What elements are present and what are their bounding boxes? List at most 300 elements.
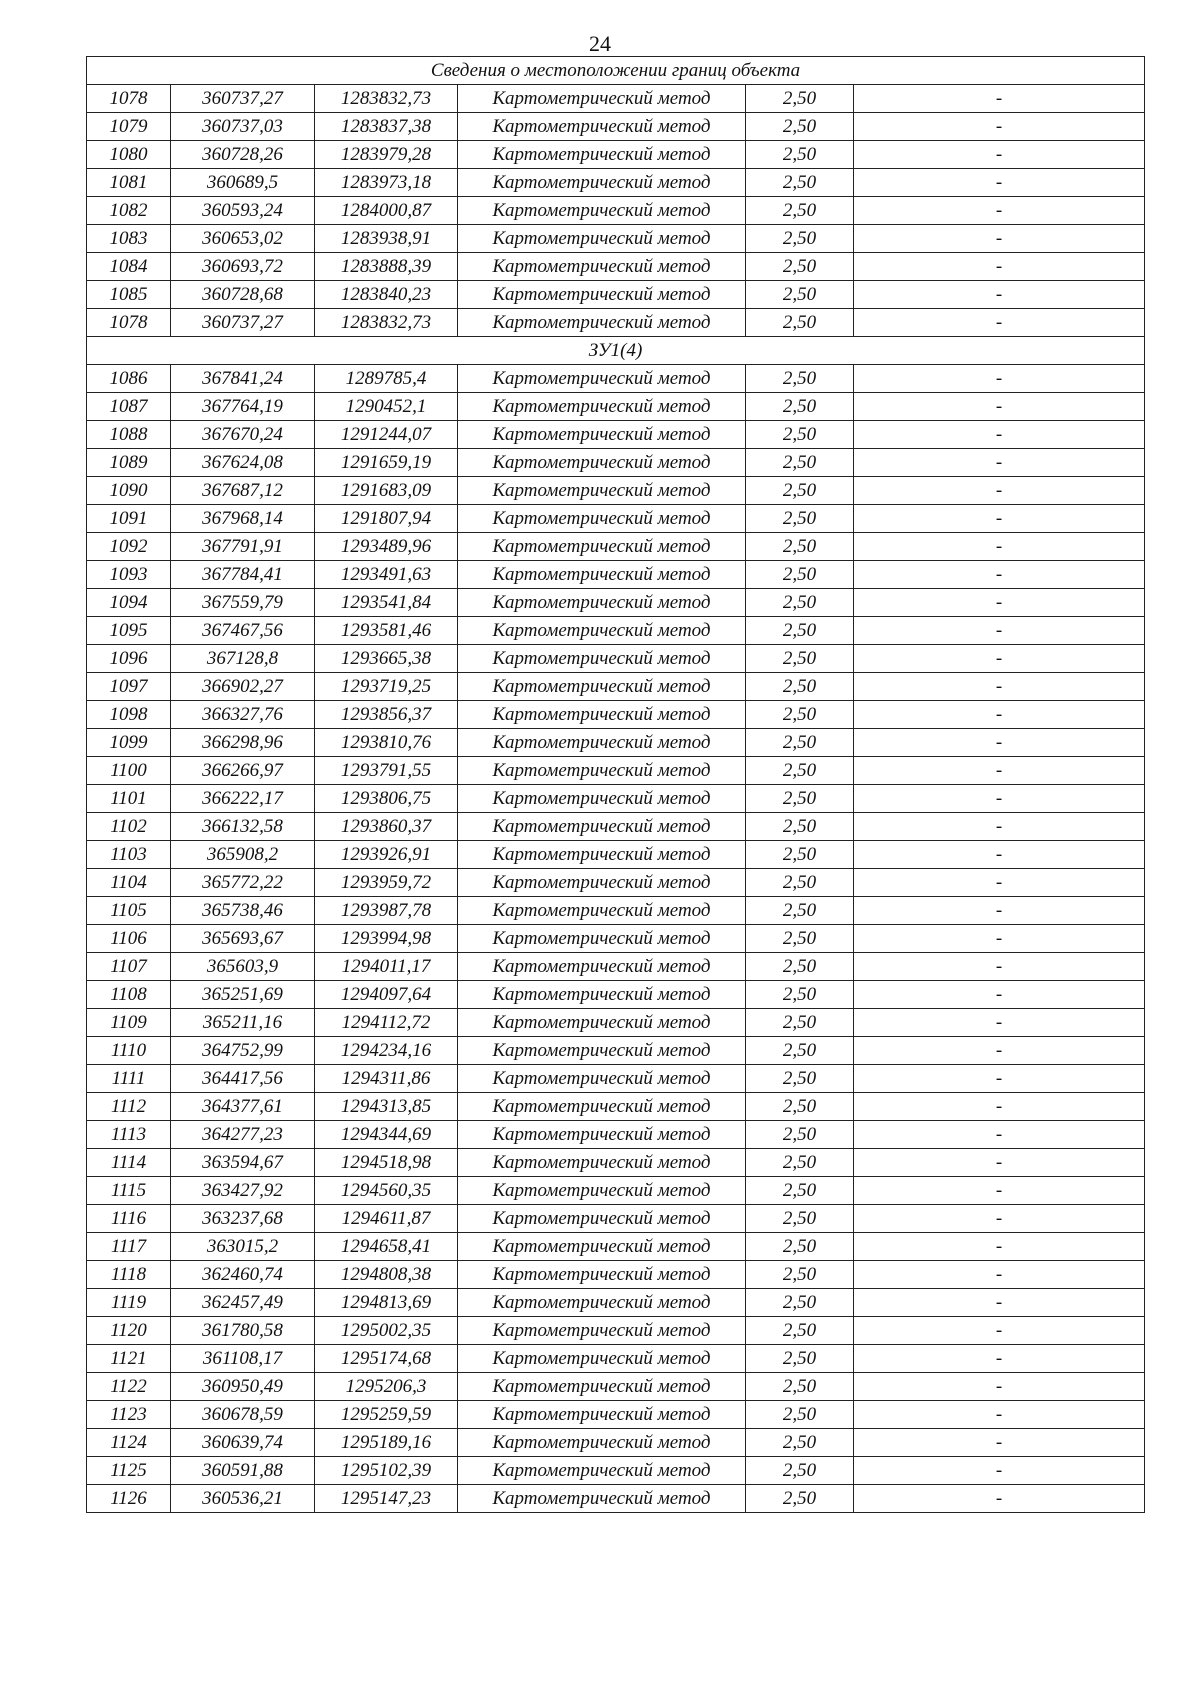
x-coordinate-cell: 363427,92 <box>171 1177 315 1205</box>
x-coordinate-cell: 360678,59 <box>171 1401 315 1429</box>
x-coordinate-cell: 367764,19 <box>171 393 315 421</box>
description-cell: - <box>854 1233 1145 1261</box>
description-cell: - <box>854 757 1145 785</box>
y-coordinate-cell: 1283832,73 <box>315 85 458 113</box>
method-cell: Картометрический метод <box>458 589 746 617</box>
method-cell: Картометрический метод <box>458 561 746 589</box>
y-coordinate-cell: 1294313,85 <box>315 1093 458 1121</box>
table-row <box>87 113 1145 141</box>
point-number-cell: 1122 <box>87 1373 171 1401</box>
x-coordinate-cell: 363594,67 <box>171 1149 315 1177</box>
description-cell: - <box>854 1345 1145 1373</box>
accuracy-cell: 2,50 <box>746 1037 854 1065</box>
y-coordinate-cell: 1290452,1 <box>315 393 458 421</box>
point-number-cell: 1125 <box>87 1457 171 1485</box>
point-number-cell: 1089 <box>87 449 171 477</box>
accuracy-cell: 2,50 <box>746 1121 854 1149</box>
method-cell: Картометрический метод <box>458 309 746 337</box>
point-number-cell: 1084 <box>87 253 171 281</box>
method-cell: Картометрический метод <box>458 757 746 785</box>
accuracy-cell: 2,50 <box>746 645 854 673</box>
point-number-cell: 1101 <box>87 785 171 813</box>
description-cell: - <box>854 981 1145 1009</box>
point-number-cell: 1100 <box>87 757 171 785</box>
point-number-cell: 1123 <box>87 1401 171 1429</box>
accuracy-cell: 2,50 <box>746 1093 854 1121</box>
table-row <box>87 1345 1145 1373</box>
accuracy-cell: 2,50 <box>746 449 854 477</box>
description-cell: - <box>854 617 1145 645</box>
x-coordinate-cell: 366298,96 <box>171 729 315 757</box>
description-cell: - <box>854 1037 1145 1065</box>
table-row <box>87 589 1145 617</box>
point-number-cell: 1095 <box>87 617 171 645</box>
method-cell: Картометрический метод <box>458 729 746 757</box>
x-coordinate-cell: 367624,08 <box>171 449 315 477</box>
accuracy-cell: 2,50 <box>746 953 854 981</box>
accuracy-cell: 2,50 <box>746 393 854 421</box>
x-coordinate-cell: 365211,16 <box>171 1009 315 1037</box>
table-row <box>87 1289 1145 1317</box>
y-coordinate-cell: 1293806,75 <box>315 785 458 813</box>
table-row <box>87 1457 1145 1485</box>
x-coordinate-cell: 360536,21 <box>171 1485 315 1513</box>
accuracy-cell: 2,50 <box>746 1317 854 1345</box>
method-cell: Картометрический метод <box>458 813 746 841</box>
accuracy-cell: 2,50 <box>746 757 854 785</box>
accuracy-cell: 2,50 <box>746 1177 854 1205</box>
table-row <box>87 169 1145 197</box>
point-number-cell: 1117 <box>87 1233 171 1261</box>
table-row <box>87 1065 1145 1093</box>
table-row <box>87 197 1145 225</box>
accuracy-cell: 2,50 <box>746 981 854 1009</box>
description-cell: - <box>854 505 1145 533</box>
x-coordinate-cell: 365693,67 <box>171 925 315 953</box>
y-coordinate-cell: 1293489,96 <box>315 533 458 561</box>
y-coordinate-cell: 1289785,4 <box>315 365 458 393</box>
table-row <box>87 729 1145 757</box>
accuracy-cell: 2,50 <box>746 1457 854 1485</box>
method-cell: Картометрический метод <box>458 1317 746 1345</box>
point-number-cell: 1119 <box>87 1289 171 1317</box>
table-row <box>87 1373 1145 1401</box>
y-coordinate-cell: 1293581,46 <box>315 617 458 645</box>
table-row <box>87 1261 1145 1289</box>
description-cell: - <box>854 141 1145 169</box>
table-row <box>87 561 1145 589</box>
point-number-cell: 1088 <box>87 421 171 449</box>
x-coordinate-cell: 364377,61 <box>171 1093 315 1121</box>
accuracy-cell: 2,50 <box>746 253 854 281</box>
x-coordinate-cell: 367128,8 <box>171 645 315 673</box>
y-coordinate-cell: 1293994,98 <box>315 925 458 953</box>
point-number-cell: 1078 <box>87 85 171 113</box>
method-cell: Картометрический метод <box>458 141 746 169</box>
boundary-coordinates-table <box>86 56 1145 1513</box>
point-number-cell: 1118 <box>87 1261 171 1289</box>
accuracy-cell: 2,50 <box>746 589 854 617</box>
y-coordinate-cell: 1283840,23 <box>315 281 458 309</box>
point-number-cell: 1104 <box>87 869 171 897</box>
description-cell: - <box>854 645 1145 673</box>
y-coordinate-cell: 1293987,78 <box>315 897 458 925</box>
table-row <box>87 953 1145 981</box>
point-number-cell: 1115 <box>87 1177 171 1205</box>
description-cell: - <box>854 673 1145 701</box>
table-row <box>87 1401 1145 1429</box>
accuracy-cell: 2,50 <box>746 1261 854 1289</box>
method-cell: Картометрический метод <box>458 841 746 869</box>
description-cell: - <box>854 1149 1145 1177</box>
accuracy-cell: 2,50 <box>746 1233 854 1261</box>
method-cell: Картометрический метод <box>458 1093 746 1121</box>
description-cell: - <box>854 393 1145 421</box>
description-cell: - <box>854 309 1145 337</box>
point-number-cell: 1087 <box>87 393 171 421</box>
x-coordinate-cell: 360639,74 <box>171 1429 315 1457</box>
point-number-cell: 1096 <box>87 645 171 673</box>
method-cell: Картометрический метод <box>458 1289 746 1317</box>
y-coordinate-cell: 1294808,38 <box>315 1261 458 1289</box>
method-cell: Картометрический метод <box>458 1373 746 1401</box>
table-row <box>87 253 1145 281</box>
description-cell: - <box>854 1401 1145 1429</box>
description-cell: - <box>854 897 1145 925</box>
point-number-cell: 1083 <box>87 225 171 253</box>
method-cell: Картометрический метод <box>458 225 746 253</box>
accuracy-cell: 2,50 <box>746 785 854 813</box>
accuracy-cell: 2,50 <box>746 561 854 589</box>
table-title-row <box>87 57 1145 85</box>
x-coordinate-cell: 362457,49 <box>171 1289 315 1317</box>
y-coordinate-cell: 1291244,07 <box>315 421 458 449</box>
accuracy-cell: 2,50 <box>746 869 854 897</box>
y-coordinate-cell: 1294560,35 <box>315 1177 458 1205</box>
description-cell: - <box>854 1261 1145 1289</box>
accuracy-cell: 2,50 <box>746 1065 854 1093</box>
table-row <box>87 477 1145 505</box>
y-coordinate-cell: 1295102,39 <box>315 1457 458 1485</box>
description-cell: - <box>854 561 1145 589</box>
y-coordinate-cell: 1283832,73 <box>315 309 458 337</box>
table-row <box>87 141 1145 169</box>
description-cell: - <box>854 1121 1145 1149</box>
accuracy-cell: 2,50 <box>746 673 854 701</box>
table-row <box>87 393 1145 421</box>
method-cell: Картометрический метод <box>458 1121 746 1149</box>
section-label: ЗУ1(4) <box>87 337 1145 365</box>
table-row <box>87 673 1145 701</box>
accuracy-cell: 2,50 <box>746 841 854 869</box>
method-cell: Картометрический метод <box>458 869 746 897</box>
method-cell: Картометрический метод <box>458 953 746 981</box>
description-cell: - <box>854 869 1145 897</box>
description-cell: - <box>854 197 1145 225</box>
accuracy-cell: 2,50 <box>746 197 854 225</box>
table-row <box>87 1037 1145 1065</box>
description-cell: - <box>854 113 1145 141</box>
accuracy-cell: 2,50 <box>746 701 854 729</box>
x-coordinate-cell: 361780,58 <box>171 1317 315 1345</box>
x-coordinate-cell: 367467,56 <box>171 617 315 645</box>
y-coordinate-cell: 1293541,84 <box>315 589 458 617</box>
description-cell: - <box>854 1289 1145 1317</box>
method-cell: Картометрический метод <box>458 505 746 533</box>
method-cell: Картометрический метод <box>458 281 746 309</box>
x-coordinate-cell: 360653,02 <box>171 225 315 253</box>
x-coordinate-cell: 367791,91 <box>171 533 315 561</box>
point-number-cell: 1109 <box>87 1009 171 1037</box>
method-cell: Картометрический метод <box>458 1485 746 1513</box>
x-coordinate-cell: 361108,17 <box>171 1345 315 1373</box>
point-number-cell: 1110 <box>87 1037 171 1065</box>
y-coordinate-cell: 1284000,87 <box>315 197 458 225</box>
point-number-cell: 1082 <box>87 197 171 225</box>
description-cell: - <box>854 925 1145 953</box>
y-coordinate-cell: 1291683,09 <box>315 477 458 505</box>
x-coordinate-cell: 366222,17 <box>171 785 315 813</box>
x-coordinate-cell: 366327,76 <box>171 701 315 729</box>
y-coordinate-cell: 1294112,72 <box>315 1009 458 1037</box>
accuracy-cell: 2,50 <box>746 505 854 533</box>
point-number-cell: 1093 <box>87 561 171 589</box>
x-coordinate-cell: 367968,14 <box>171 505 315 533</box>
y-coordinate-cell: 1295002,35 <box>315 1317 458 1345</box>
table-row <box>87 85 1145 113</box>
accuracy-cell: 2,50 <box>746 141 854 169</box>
accuracy-cell: 2,50 <box>746 1401 854 1429</box>
y-coordinate-cell: 1294011,17 <box>315 953 458 981</box>
point-number-cell: 1108 <box>87 981 171 1009</box>
x-coordinate-cell: 365908,2 <box>171 841 315 869</box>
accuracy-cell: 2,50 <box>746 813 854 841</box>
method-cell: Картометрический метод <box>458 449 746 477</box>
accuracy-cell: 2,50 <box>746 1485 854 1513</box>
method-cell: Картометрический метод <box>458 1009 746 1037</box>
table-row <box>87 1233 1145 1261</box>
x-coordinate-cell: 360728,68 <box>171 281 315 309</box>
description-cell: - <box>854 1093 1145 1121</box>
x-coordinate-cell: 362460,74 <box>171 1261 315 1289</box>
x-coordinate-cell: 367784,41 <box>171 561 315 589</box>
y-coordinate-cell: 1294518,98 <box>315 1149 458 1177</box>
y-coordinate-cell: 1294344,69 <box>315 1121 458 1149</box>
description-cell: - <box>854 365 1145 393</box>
accuracy-cell: 2,50 <box>746 421 854 449</box>
point-number-cell: 1120 <box>87 1317 171 1345</box>
accuracy-cell: 2,50 <box>746 533 854 561</box>
method-cell: Картометрический метод <box>458 113 746 141</box>
method-cell: Картометрический метод <box>458 897 746 925</box>
y-coordinate-cell: 1295189,16 <box>315 1429 458 1457</box>
x-coordinate-cell: 360693,72 <box>171 253 315 281</box>
y-coordinate-cell: 1283979,28 <box>315 141 458 169</box>
description-cell: - <box>854 253 1145 281</box>
y-coordinate-cell: 1283973,18 <box>315 169 458 197</box>
table-row <box>87 309 1145 337</box>
y-coordinate-cell: 1293959,72 <box>315 869 458 897</box>
description-cell: - <box>854 477 1145 505</box>
description-cell: - <box>854 225 1145 253</box>
x-coordinate-cell: 365251,69 <box>171 981 315 1009</box>
x-coordinate-cell: 360737,03 <box>171 113 315 141</box>
accuracy-cell: 2,50 <box>746 1149 854 1177</box>
table-row <box>87 813 1145 841</box>
description-cell: - <box>854 1205 1145 1233</box>
point-number-cell: 1105 <box>87 897 171 925</box>
method-cell: Картометрический метод <box>458 533 746 561</box>
x-coordinate-cell: 366902,27 <box>171 673 315 701</box>
table-row <box>87 925 1145 953</box>
y-coordinate-cell: 1283938,91 <box>315 225 458 253</box>
description-cell: - <box>854 1065 1145 1093</box>
y-coordinate-cell: 1291659,19 <box>315 449 458 477</box>
method-cell: Картометрический метод <box>458 1177 746 1205</box>
method-cell: Картометрический метод <box>458 253 746 281</box>
method-cell: Картометрический метод <box>458 925 746 953</box>
point-number-cell: 1106 <box>87 925 171 953</box>
x-coordinate-cell: 366132,58 <box>171 813 315 841</box>
y-coordinate-cell: 1293860,37 <box>315 813 458 841</box>
point-number-cell: 1121 <box>87 1345 171 1373</box>
method-cell: Картометрический метод <box>458 1065 746 1093</box>
table-row <box>87 1317 1145 1345</box>
table-row <box>87 869 1145 897</box>
accuracy-cell: 2,50 <box>746 1289 854 1317</box>
table-row <box>87 981 1145 1009</box>
y-coordinate-cell: 1295147,23 <box>315 1485 458 1513</box>
description-cell: - <box>854 729 1145 757</box>
description-cell: - <box>854 1373 1145 1401</box>
table-row <box>87 421 1145 449</box>
accuracy-cell: 2,50 <box>746 925 854 953</box>
description-cell: - <box>854 785 1145 813</box>
method-cell: Картометрический метод <box>458 981 746 1009</box>
accuracy-cell: 2,50 <box>746 729 854 757</box>
point-number-cell: 1097 <box>87 673 171 701</box>
y-coordinate-cell: 1283837,38 <box>315 113 458 141</box>
table-row <box>87 701 1145 729</box>
method-cell: Картометрический метод <box>458 1429 746 1457</box>
point-number-cell: 1113 <box>87 1121 171 1149</box>
accuracy-cell: 2,50 <box>746 897 854 925</box>
point-number-cell: 1078 <box>87 309 171 337</box>
y-coordinate-cell: 1293810,76 <box>315 729 458 757</box>
description-cell: - <box>854 1317 1145 1345</box>
y-coordinate-cell: 1295174,68 <box>315 1345 458 1373</box>
accuracy-cell: 2,50 <box>746 225 854 253</box>
method-cell: Картометрический метод <box>458 1205 746 1233</box>
table-row <box>87 365 1145 393</box>
table-row <box>87 225 1145 253</box>
point-number-cell: 1092 <box>87 533 171 561</box>
point-number-cell: 1102 <box>87 813 171 841</box>
section-header-row <box>87 337 1145 365</box>
method-cell: Картометрический метод <box>458 1233 746 1261</box>
description-cell: - <box>854 281 1145 309</box>
description-cell: - <box>854 169 1145 197</box>
point-number-cell: 1103 <box>87 841 171 869</box>
method-cell: Картометрический метод <box>458 1345 746 1373</box>
table-row <box>87 1149 1145 1177</box>
description-cell: - <box>854 1009 1145 1037</box>
table-row <box>87 449 1145 477</box>
table-row <box>87 785 1145 813</box>
point-number-cell: 1091 <box>87 505 171 533</box>
y-coordinate-cell: 1294658,41 <box>315 1233 458 1261</box>
x-coordinate-cell: 360737,27 <box>171 309 315 337</box>
y-coordinate-cell: 1291807,94 <box>315 505 458 533</box>
method-cell: Картометрический метод <box>458 645 746 673</box>
accuracy-cell: 2,50 <box>746 365 854 393</box>
accuracy-cell: 2,50 <box>746 113 854 141</box>
accuracy-cell: 2,50 <box>746 309 854 337</box>
description-cell: - <box>854 1429 1145 1457</box>
point-number-cell: 1124 <box>87 1429 171 1457</box>
y-coordinate-cell: 1294611,87 <box>315 1205 458 1233</box>
y-coordinate-cell: 1294097,64 <box>315 981 458 1009</box>
method-cell: Картометрический метод <box>458 393 746 421</box>
accuracy-cell: 2,50 <box>746 1373 854 1401</box>
x-coordinate-cell: 364277,23 <box>171 1121 315 1149</box>
method-cell: Картометрический метод <box>458 1261 746 1289</box>
point-number-cell: 1086 <box>87 365 171 393</box>
table-row <box>87 1429 1145 1457</box>
description-cell: - <box>854 85 1145 113</box>
description-cell: - <box>854 813 1145 841</box>
table-row <box>87 533 1145 561</box>
description-cell: - <box>854 953 1145 981</box>
x-coordinate-cell: 367841,24 <box>171 365 315 393</box>
y-coordinate-cell: 1295206,3 <box>315 1373 458 1401</box>
y-coordinate-cell: 1293491,63 <box>315 561 458 589</box>
point-number-cell: 1107 <box>87 953 171 981</box>
x-coordinate-cell: 360689,5 <box>171 169 315 197</box>
description-cell: - <box>854 1457 1145 1485</box>
x-coordinate-cell: 364752,99 <box>171 1037 315 1065</box>
accuracy-cell: 2,50 <box>746 1429 854 1457</box>
point-number-cell: 1099 <box>87 729 171 757</box>
x-coordinate-cell: 360728,26 <box>171 141 315 169</box>
table-row <box>87 841 1145 869</box>
table-row <box>87 505 1145 533</box>
x-coordinate-cell: 367670,24 <box>171 421 315 449</box>
x-coordinate-cell: 363015,2 <box>171 1233 315 1261</box>
method-cell: Картометрический метод <box>458 421 746 449</box>
x-coordinate-cell: 360950,49 <box>171 1373 315 1401</box>
method-cell: Картометрический метод <box>458 1037 746 1065</box>
point-number-cell: 1112 <box>87 1093 171 1121</box>
accuracy-cell: 2,50 <box>746 1345 854 1373</box>
x-coordinate-cell: 367559,79 <box>171 589 315 617</box>
x-coordinate-cell: 360737,27 <box>171 85 315 113</box>
table-row <box>87 1485 1145 1513</box>
accuracy-cell: 2,50 <box>746 281 854 309</box>
method-cell: Картометрический метод <box>458 169 746 197</box>
method-cell: Картометрический метод <box>458 1457 746 1485</box>
point-number-cell: 1081 <box>87 169 171 197</box>
method-cell: Картометрический метод <box>458 617 746 645</box>
description-cell: - <box>854 449 1145 477</box>
method-cell: Картометрический метод <box>458 673 746 701</box>
description-cell: - <box>854 421 1145 449</box>
point-number-cell: 1090 <box>87 477 171 505</box>
point-number-cell: 1116 <box>87 1205 171 1233</box>
accuracy-cell: 2,50 <box>746 169 854 197</box>
method-cell: Картометрический метод <box>458 1149 746 1177</box>
description-cell: - <box>854 589 1145 617</box>
